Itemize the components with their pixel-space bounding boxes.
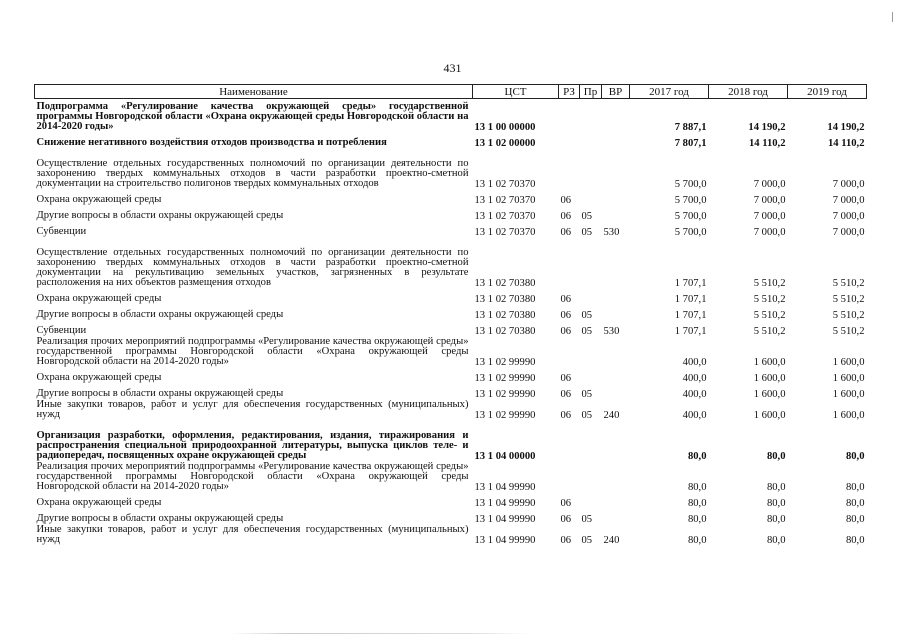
table-row (35, 305, 867, 321)
scan-artifact (230, 633, 530, 634)
cell-2017: 80,0 (687, 451, 707, 462)
cell-vr: 240 (603, 535, 620, 546)
cell-vr (602, 238, 630, 289)
cell-2018: 80,0 (766, 451, 786, 462)
cell-cst: 13 1 02 99990 (474, 373, 536, 384)
cell-pr: 05 (581, 310, 593, 321)
cell-rz (559, 149, 580, 190)
cell-cst: 13 1 02 99990 (474, 389, 536, 400)
cell-name: Субвенции (36, 325, 87, 336)
cell-2017: 400,0 (682, 373, 707, 384)
cell-vr (602, 368, 630, 384)
cell-rz: 06 (560, 389, 572, 400)
cell-name: Охрана окружающей среды (36, 497, 162, 508)
cell-pr (580, 337, 602, 368)
cell-2018: 80,0 (766, 498, 786, 509)
cell-name: Организация разработки, оформления, редактирования, издания, тиражирования и распространения специальной природоохранной литературы, выпуска циклов теле- и радиопередач, посвященных охране окружающей среды (36, 430, 469, 461)
header-2019: 2019 год (788, 85, 867, 99)
cell-pr (580, 462, 602, 493)
cell-pr (580, 289, 602, 305)
cell-cst: 13 1 04 99990 (474, 535, 536, 546)
cell-vr (602, 384, 630, 400)
cell-2017: 5 700,0 (674, 195, 707, 206)
cell-name: Осуществление отдельных государственных полномочий по организации деятельности по захоронению твердых коммунальных отходов в части разработки проектно-сметной документации на рекультивацию земельных участков, загрязненных в результате расположения на них объектов размещения отходов (36, 247, 469, 288)
cell-name: Подпрограмма «Регулирование качества окружающей среды» государственной программы Новгородской области «Охрана окружающей среды Новгородской области на 2014-2020 годы» (36, 101, 469, 132)
cell-2018: 5 510,2 (753, 326, 786, 337)
table-row (35, 149, 867, 190)
cell-2018: 1 600,0 (753, 357, 786, 368)
cell-name: Осуществление отдельных государственных полномочий по организации деятельности по захоронению твердых коммунальных отходов в части разработки проектно-сметной документации на строительство полигонов твердых коммунальных отходов (36, 158, 469, 189)
cell-2017: 1 707,1 (674, 294, 707, 305)
cell-2017: 80,0 (687, 498, 707, 509)
cell-2018: 14 110,2 (749, 138, 786, 149)
cell-2018: 80,0 (766, 482, 786, 493)
cell-2018: 1 600,0 (753, 410, 786, 421)
cell-2019: 1 600,0 (832, 410, 865, 421)
cell-rz (559, 462, 580, 493)
cell-2017: 80,0 (687, 535, 707, 546)
cell-rz: 06 (560, 326, 572, 337)
cell-cst: 13 1 04 99990 (474, 498, 536, 509)
table-row (35, 99, 867, 134)
cell-vr: 530 (603, 227, 620, 238)
table-row (35, 384, 867, 400)
cell-2017: 5 700,0 (674, 227, 707, 238)
cell-name: Снижение негативного воздействия отходов производства и потребления (36, 137, 387, 148)
scan-mark (892, 12, 893, 22)
table-row (35, 321, 867, 337)
cell-cst: 13 1 02 70370 (474, 211, 536, 222)
cell-pr (580, 149, 602, 190)
header-cst: ЦСТ (473, 85, 559, 99)
cell-vr (602, 337, 630, 368)
cell-2019: 5 510,2 (832, 310, 865, 321)
cell-pr: 05 (581, 227, 593, 238)
cell-2018: 7 000,0 (753, 179, 786, 190)
table-row (35, 238, 867, 289)
cell-rz: 06 (560, 227, 572, 238)
cell-pr: 05 (581, 514, 593, 525)
cell-2018: 5 510,2 (753, 294, 786, 305)
cell-vr (602, 462, 630, 493)
cell-rz: 06 (560, 294, 572, 305)
cell-2018: 7 000,0 (753, 211, 786, 222)
cell-pr (580, 368, 602, 384)
cell-vr (602, 149, 630, 190)
cell-2018: 7 000,0 (753, 227, 786, 238)
cell-2017: 400,0 (682, 410, 707, 421)
cell-rz (559, 99, 580, 134)
cell-cst: 13 1 02 70380 (474, 294, 536, 305)
cell-rz (559, 133, 580, 149)
cell-pr: 05 (581, 410, 593, 421)
cell-cst: 13 1 02 70370 (474, 227, 536, 238)
cell-2019: 80,0 (845, 451, 865, 462)
cell-2019: 5 510,2 (832, 326, 865, 337)
cell-cst: 13 1 02 99990 (474, 410, 536, 421)
table-header-row (35, 85, 867, 99)
cell-pr (580, 238, 602, 289)
cell-rz: 06 (560, 498, 572, 509)
cell-2017: 1 707,1 (674, 326, 707, 337)
cell-2018: 5 510,2 (753, 310, 786, 321)
cell-cst: 13 1 04 00000 (474, 451, 536, 462)
cell-pr (580, 190, 602, 206)
cell-2017: 400,0 (682, 389, 707, 400)
cell-cst: 13 1 02 70380 (474, 278, 536, 289)
cell-vr (602, 289, 630, 305)
cell-pr: 05 (581, 535, 593, 546)
cell-rz (559, 238, 580, 289)
table-row (35, 133, 867, 149)
cell-cst: 13 1 02 70370 (474, 179, 536, 190)
cell-2017: 5 700,0 (674, 211, 707, 222)
table-row (35, 289, 867, 305)
cell-pr (580, 133, 602, 149)
cell-rz: 06 (560, 535, 572, 546)
header-pr: Пр (580, 85, 602, 99)
cell-name: Другие вопросы в области охраны окружающей среды (36, 513, 284, 524)
cell-2018: 80,0 (766, 514, 786, 525)
header-vr: ВР (602, 85, 630, 99)
header-name: Наименование (35, 85, 473, 99)
header-rz: РЗ (559, 85, 580, 99)
cell-pr: 05 (581, 211, 593, 222)
cell-cst: 13 1 04 99990 (474, 482, 536, 493)
cell-rz: 06 (560, 410, 572, 421)
cell-2019: 7 000,0 (832, 195, 865, 206)
cell-2019: 1 600,0 (832, 373, 865, 384)
cell-2019: 80,0 (845, 498, 865, 509)
cell-2018: 80,0 (766, 535, 786, 546)
cell-2019: 7 000,0 (832, 179, 865, 190)
cell-2019: 7 000,0 (832, 227, 865, 238)
cell-vr (602, 493, 630, 509)
cell-vr (602, 509, 630, 525)
cell-2019: 80,0 (845, 514, 865, 525)
cell-2017: 80,0 (687, 482, 707, 493)
cell-vr (602, 206, 630, 222)
cell-name: Реализация прочих мероприятий подпрограммы «Регулирование качества окружающей среды» государственной программы Новгородской области «Охрана окружающей среды Новгородской области на 2014-2020 годы» (36, 462, 469, 492)
cell-rz: 06 (560, 195, 572, 206)
cell-vr (602, 305, 630, 321)
cell-name: Иные закупки товаров, работ и услуг для обеспечения государственных (муниципальных) нужд (36, 525, 469, 545)
header-2018: 2018 год (709, 85, 788, 99)
cell-vr (602, 133, 630, 149)
cell-name: Другие вопросы в области охраны окружающей среды (36, 388, 284, 399)
cell-rz (559, 421, 580, 462)
cell-2019: 80,0 (845, 482, 865, 493)
page-number: 431 (443, 61, 462, 75)
cell-2017: 400,0 (682, 357, 707, 368)
cell-pr (580, 99, 602, 134)
cell-2019: 1 600,0 (832, 389, 865, 400)
cell-2017: 7 807,1 (674, 138, 707, 149)
cell-2018: 14 190,2 (748, 122, 786, 133)
cell-2019: 14 110,2 (828, 138, 865, 149)
cell-2017: 7 887,1 (674, 122, 707, 133)
cell-2018: 1 600,0 (753, 389, 786, 400)
cell-2018: 5 510,2 (753, 278, 786, 289)
cell-cst: 13 1 02 70370 (474, 195, 536, 206)
table-row (35, 190, 867, 206)
cell-2019: 14 190,2 (827, 122, 865, 133)
budget-table (34, 84, 867, 546)
cell-cst: 13 1 02 70380 (474, 326, 536, 337)
cell-cst: 13 1 02 00000 (474, 138, 536, 149)
cell-2018: 1 600,0 (753, 373, 786, 384)
cell-cst: 13 1 00 00000 (474, 122, 536, 133)
cell-pr (580, 421, 602, 462)
table-row (35, 462, 867, 493)
table-row (35, 400, 867, 421)
cell-pr (580, 493, 602, 509)
cell-pr: 05 (581, 389, 593, 400)
cell-vr: 530 (603, 326, 620, 337)
cell-vr (602, 99, 630, 134)
cell-2017: 80,0 (687, 514, 707, 525)
cell-rz (559, 337, 580, 368)
table-row (35, 509, 867, 525)
header-2017: 2017 год (630, 85, 709, 99)
cell-name: Другие вопросы в области охраны окружающей среды (36, 210, 284, 221)
cell-rz: 06 (560, 514, 572, 525)
cell-rz: 06 (560, 310, 572, 321)
cell-2019: 5 510,2 (832, 278, 865, 289)
cell-cst: 13 1 04 99990 (474, 514, 536, 525)
cell-vr: 240 (603, 410, 620, 421)
table-row (35, 337, 867, 368)
table-body (35, 99, 867, 547)
cell-name: Охрана окружающей среды (36, 293, 162, 304)
cell-rz: 06 (560, 373, 572, 384)
table-row (35, 525, 867, 546)
table-row (35, 493, 867, 509)
cell-2019: 7 000,0 (832, 211, 865, 222)
cell-name: Реализация прочих мероприятий подпрограммы «Регулирование качества окружающей среды» государственной программы Новгородской области «Охрана окружающей среды Новгородской области на 2014-2020 годы» (36, 337, 469, 367)
cell-name: Другие вопросы в области охраны окружающей среды (36, 309, 284, 320)
cell-2017: 5 700,0 (674, 179, 707, 190)
cell-2019: 1 600,0 (832, 357, 865, 368)
cell-name: Охрана окружающей среды (36, 372, 162, 383)
cell-2019: 80,0 (845, 535, 865, 546)
cell-name: Охрана окружающей среды (36, 194, 162, 205)
cell-cst: 13 1 02 70380 (474, 310, 536, 321)
cell-rz: 06 (560, 211, 572, 222)
table-row (35, 421, 867, 462)
cell-cst: 13 1 02 99990 (474, 357, 536, 368)
cell-vr (602, 421, 630, 462)
cell-name: Субвенции (36, 226, 87, 237)
table-row (35, 206, 867, 222)
cell-vr (602, 190, 630, 206)
cell-name: Иные закупки товаров, работ и услуг для обеспечения государственных (муниципальных) нужд (36, 400, 469, 420)
cell-2018: 7 000,0 (753, 195, 786, 206)
cell-2017: 1 707,1 (674, 278, 707, 289)
cell-2017: 1 707,1 (674, 310, 707, 321)
table-row (35, 368, 867, 384)
cell-pr: 05 (581, 326, 593, 337)
cell-2019: 5 510,2 (832, 294, 865, 305)
table-row (35, 222, 867, 238)
